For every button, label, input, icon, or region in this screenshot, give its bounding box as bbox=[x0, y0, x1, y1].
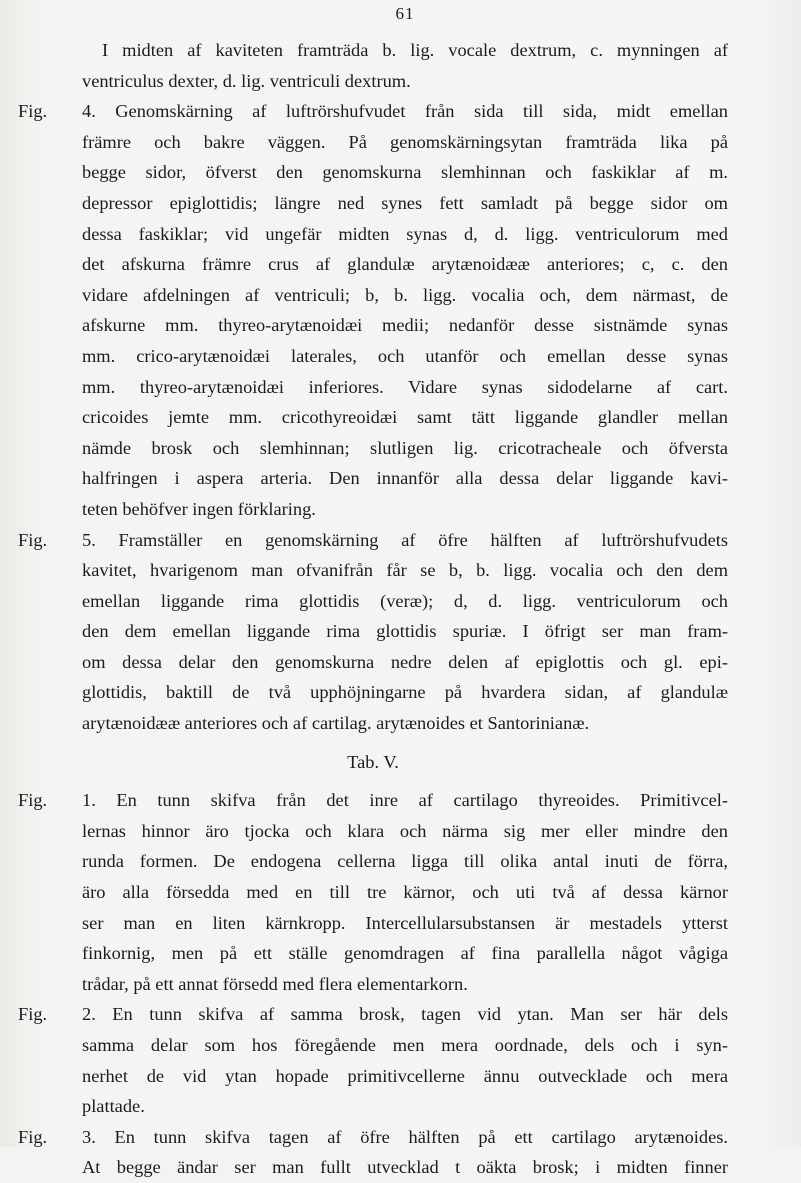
figure-label: Fig. bbox=[18, 529, 48, 550]
line-text: ser man en liten kärnkropp. Intercellularsubstansen är mestadels ytterst bbox=[82, 912, 728, 933]
line-text: depressor epiglottidis; längre ned synes fett samladt på begge sidor om bbox=[82, 192, 728, 213]
text-line bbox=[18, 494, 728, 525]
text-line bbox=[18, 785, 728, 816]
text-line bbox=[18, 969, 728, 1000]
line-text: begge sidor, öfverst den genomskurna slemhinnan och faskiklar af m. bbox=[82, 162, 728, 183]
text-line bbox=[18, 708, 728, 739]
text-line bbox=[18, 66, 728, 97]
text-line bbox=[18, 463, 728, 494]
text-line bbox=[18, 1091, 728, 1122]
text-line bbox=[18, 127, 728, 158]
document-body bbox=[18, 35, 728, 1183]
line-text: 1. En tunn skifva från det inre af cartilago thyreoides. Primitivcel- bbox=[82, 790, 728, 811]
text-line bbox=[18, 647, 728, 678]
section-heading bbox=[18, 747, 728, 778]
text-line bbox=[18, 372, 728, 403]
line-text: nämde brosk och slemhinnan; slutligen lig. cricotracheale och öfversta bbox=[82, 437, 728, 458]
line-text: nerhet de vid ytan hopade primitivcellerne ännu outvecklade och mera bbox=[82, 1065, 728, 1086]
text-line bbox=[18, 586, 728, 617]
text-line bbox=[18, 35, 728, 66]
line-text: finkornig, men på ett ställe genomdragen af fina parallella något vågiga bbox=[82, 943, 728, 964]
text-line bbox=[18, 1061, 728, 1092]
line-text: lernas hinnor äro tjocka och klara och närma sig mer eller mindre den bbox=[82, 820, 728, 841]
text-line bbox=[18, 816, 728, 847]
line-text: 2. En tunn skifva af samma brosk, tagen vid ytan. Man ser här dels bbox=[82, 1004, 728, 1025]
line-text: det afskurna främre crus af glandulæ arytænoidææ anteriores; c, c. den bbox=[82, 254, 728, 275]
text-line bbox=[18, 1030, 728, 1061]
line-text: At begge ändar ser man fullt utvecklad t oäkta brosk; i midten finner bbox=[82, 1157, 728, 1178]
text-line bbox=[18, 280, 728, 311]
line-text: I midten af kaviteten framträda b. lig. vocale dextrum, c. mynningen af bbox=[102, 40, 728, 60]
line-text: runda formen. De endogena cellerna ligga till olika antal inuti de förra, bbox=[82, 851, 728, 872]
line-text: vidare afdelningen af ventriculi; b, b. ligg. vocalia och, dem närmast, de bbox=[82, 284, 728, 305]
text-line bbox=[18, 188, 728, 219]
text-line bbox=[18, 96, 728, 127]
line-text: plattade. bbox=[82, 1096, 145, 1117]
figure-label: Fig. bbox=[18, 101, 48, 122]
text-line bbox=[18, 219, 728, 250]
line-text: främre och bakre väggen. På genomskärningsytan framträda lika på bbox=[82, 131, 728, 152]
line-text: 3. En tunn skifva tagen af öfre hälften på ett cartilago arytænoides. bbox=[82, 1126, 728, 1147]
line-text: ventriculus dexter, d. lig. ventriculi dextrum. bbox=[82, 70, 411, 91]
text-line bbox=[18, 433, 728, 464]
line-text: om dessa delar den genomskurna nedre delen af epiglottis och gl. epi- bbox=[82, 651, 728, 672]
line-text: äro alla försedda med en till tre kärnor, och uti två af dessa kärnor bbox=[82, 882, 728, 903]
text-line bbox=[18, 677, 728, 708]
line-text: afskurne mm. thyreo-arytænoidæi medii; nedanför desse sistnämde synas bbox=[82, 315, 728, 336]
figure-label: Fig. bbox=[18, 790, 48, 811]
line-text: trådar, på ett annat försedd med flera elementarkorn. bbox=[82, 973, 468, 994]
text-line bbox=[18, 525, 728, 556]
text-line bbox=[18, 908, 728, 939]
line-text: dessa faskiklar; vid ungefär midten synas d, d. ligg. ventriculorum med bbox=[82, 223, 728, 244]
line-text: samma delar som hos föregående men mera oordnade, dels och i syn- bbox=[82, 1035, 728, 1055]
line-text: kavitet, hvarigenom man ofvanifrån får se b, b. ligg. vocalia och den dem bbox=[82, 560, 728, 581]
heading-spacer bbox=[18, 777, 728, 785]
line-text: glottidis, baktill de två upphöjningarne på hvardera sidan, af glandulæ bbox=[82, 682, 728, 703]
line-text: 4. Genomskärning af luftrörshufvudet från sida till sida, midt emellan bbox=[82, 101, 728, 122]
line-text: teten behöfver ingen förklaring. bbox=[82, 498, 316, 519]
figure-label: Fig. bbox=[18, 1004, 48, 1025]
text-line bbox=[18, 402, 728, 433]
text-line bbox=[18, 877, 728, 908]
page-number: 61 bbox=[395, 4, 415, 23]
text-line bbox=[18, 616, 728, 647]
text-line bbox=[18, 1152, 728, 1183]
line-text: cricoides jemte mm. cricothyreoidæi samt tätt liggande glandler mellan bbox=[82, 407, 728, 428]
line-text: mm. crico-arytænoidæi laterales, och utanför och emellan desse synas bbox=[82, 345, 728, 366]
line-text: halfringen i aspera arteria. Den innanför alla dessa delar liggande kavi- bbox=[82, 468, 728, 489]
line-text: Tab. V. bbox=[347, 751, 399, 772]
text-line bbox=[18, 999, 728, 1030]
heading-spacer bbox=[18, 739, 728, 747]
text-line bbox=[18, 555, 728, 586]
text-line bbox=[18, 157, 728, 188]
line-text: mm. thyreo-arytænoidæi inferiores. Vidare synas sidodelarne af cart. bbox=[82, 376, 728, 397]
text-line bbox=[18, 310, 728, 341]
text-line bbox=[18, 938, 728, 969]
figure-label: Fig. bbox=[18, 1126, 48, 1147]
text-line bbox=[18, 846, 728, 877]
text-line bbox=[18, 341, 728, 372]
line-text: arytænoidææ anteriores och af cartilag. arytænoides et Santorinianæ. bbox=[82, 713, 590, 734]
line-text: emellan liggande rima glottidis (veræ); d, d. ligg. ventriculorum och bbox=[82, 590, 728, 611]
text-line bbox=[18, 249, 728, 280]
line-text: den dem emellan liggande rima glottidis spuriæ. I öfrigt ser man fram- bbox=[82, 621, 728, 642]
text-line bbox=[18, 1122, 728, 1153]
line-text: 5. Framställer en genomskärning af öfre hälften af luftrörshufvudets bbox=[82, 529, 728, 550]
